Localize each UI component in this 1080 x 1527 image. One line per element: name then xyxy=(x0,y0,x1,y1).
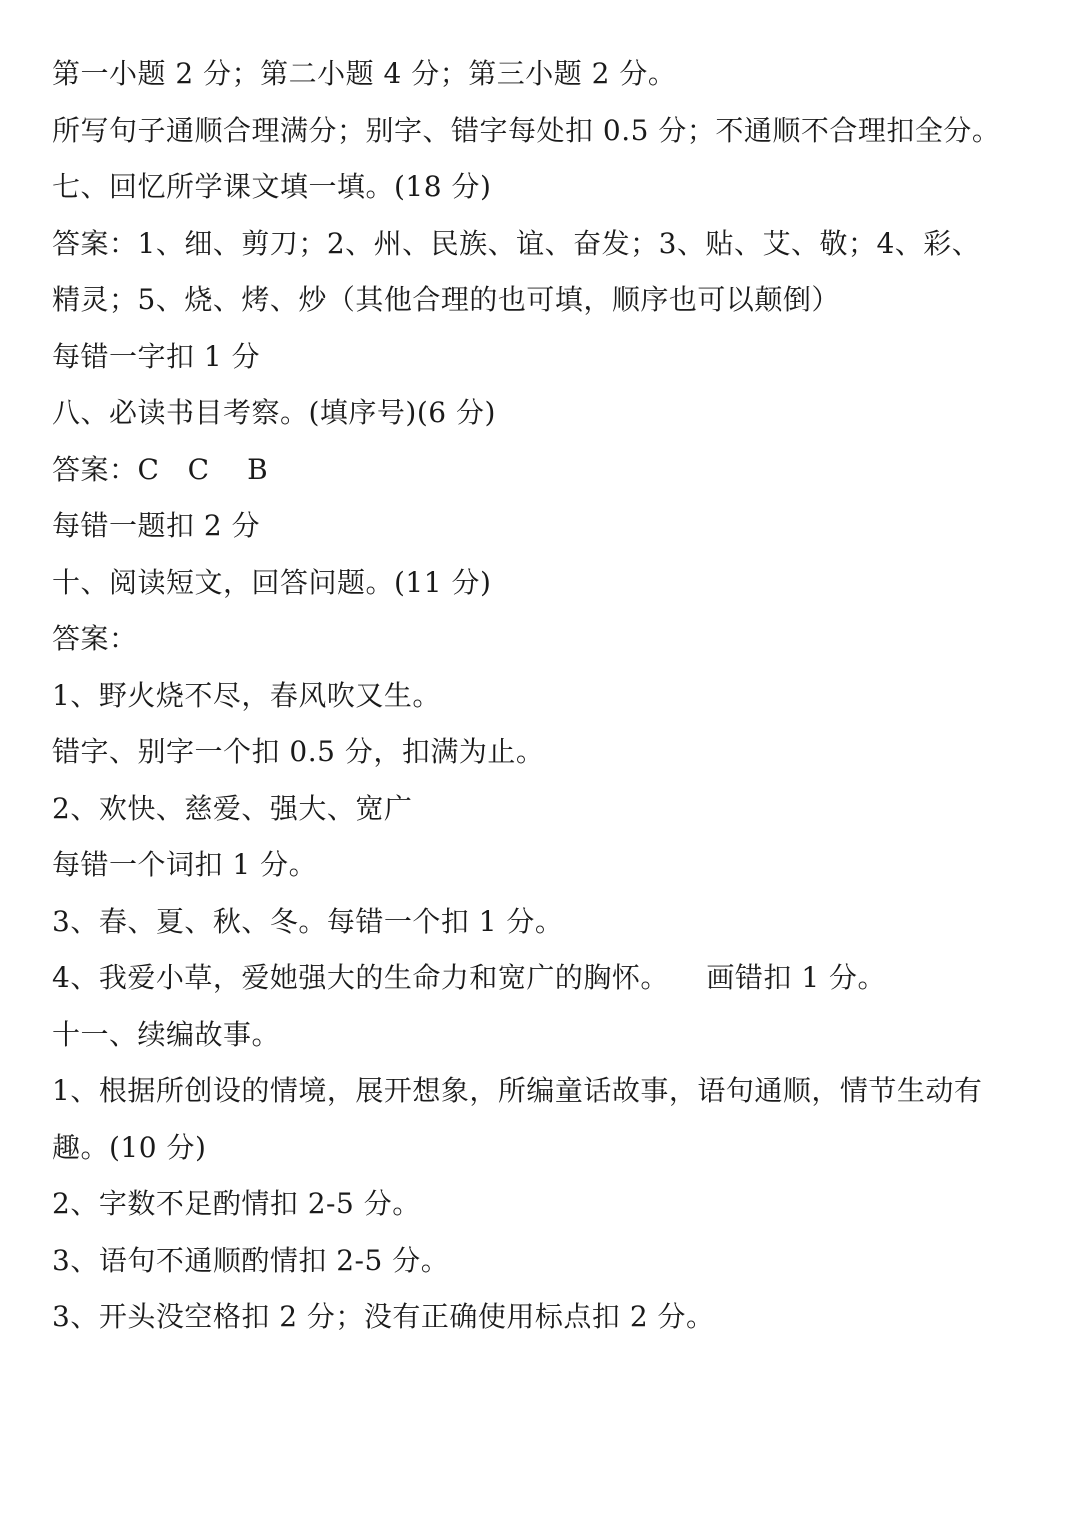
text-line-ten-item-3: 3、春、夏、秋、冬。每错一个扣 1 分。 xyxy=(52,904,564,938)
text-line-sentence-scoring: 所写句子通顺合理满分；别字、错字每处扣 0.5 分；不通顺不合理扣全分。 xyxy=(52,113,1001,147)
text-line-answer-seven-part1: 答案：1、细、剪刀；2、州、民族、谊、奋发；3、贴、艾、敬；4、彩、 xyxy=(52,226,981,260)
text-line-answer-seven-part2: 精灵；5、烧、烤、炒（其他合理的也可填，顺序也可以颠倒） xyxy=(52,283,840,316)
text-line-eleven-item-1-part1: 1、根据所创设的情境，展开想象，所编童话故事，语句通顺，情节生动有 xyxy=(52,1074,983,1107)
section-heading-eleven: 十一、续编故事。 xyxy=(52,1017,281,1051)
text-line-ten-item-2-deduction: 每错一个词扣 1 分。 xyxy=(52,848,318,881)
section-heading-seven: 七、回忆所学课文填一填。(18 分) xyxy=(52,170,492,203)
text-line-deduction-seven: 每错一字扣 1 分 xyxy=(52,339,261,373)
section-heading-ten: 十、阅读短文，回答问题。(11 分) xyxy=(52,565,492,599)
text-line-answer-eight: 答案：C C B xyxy=(52,452,269,486)
text-line-ten-item-1-deduction: 错字、别字一个扣 0.5 分，扣满为止。 xyxy=(52,735,545,768)
text-line-eleven-item-3: 3、语句不通顺酌情扣 2-5 分。 xyxy=(52,1243,450,1277)
text-line-ten-item-1: 1、野火烧不尽，春风吹又生。 xyxy=(52,678,441,712)
text-line-deduction-eight: 每错一题扣 2 分 xyxy=(52,509,261,542)
text-line-answer-label-ten: 答案： xyxy=(52,622,138,655)
section-heading-eight: 八、必读书目考察。(填序号)(6 分) xyxy=(52,396,496,429)
text-line-ten-item-4: 4、我爱小草，爱她强大的生命力和宽广的胸怀。 画错扣 1 分。 xyxy=(52,961,887,994)
text-line-scoring-subquestions: 第一小题 2 分；第二小题 4 分；第三小题 2 分。 xyxy=(52,57,677,90)
text-line-eleven-item-1-part2: 趣。(10 分) xyxy=(52,1130,207,1164)
text-line-eleven-item-4: 3、开头没空格扣 2 分；没有正确使用标点扣 2 分。 xyxy=(52,1300,715,1333)
answer-key-document xyxy=(52,46,1052,1346)
text-line-eleven-item-2: 2、字数不足酌情扣 2-5 分。 xyxy=(52,1187,421,1220)
text-line-ten-item-2: 2、欢快、慈爱、强大、宽广 xyxy=(52,791,413,825)
